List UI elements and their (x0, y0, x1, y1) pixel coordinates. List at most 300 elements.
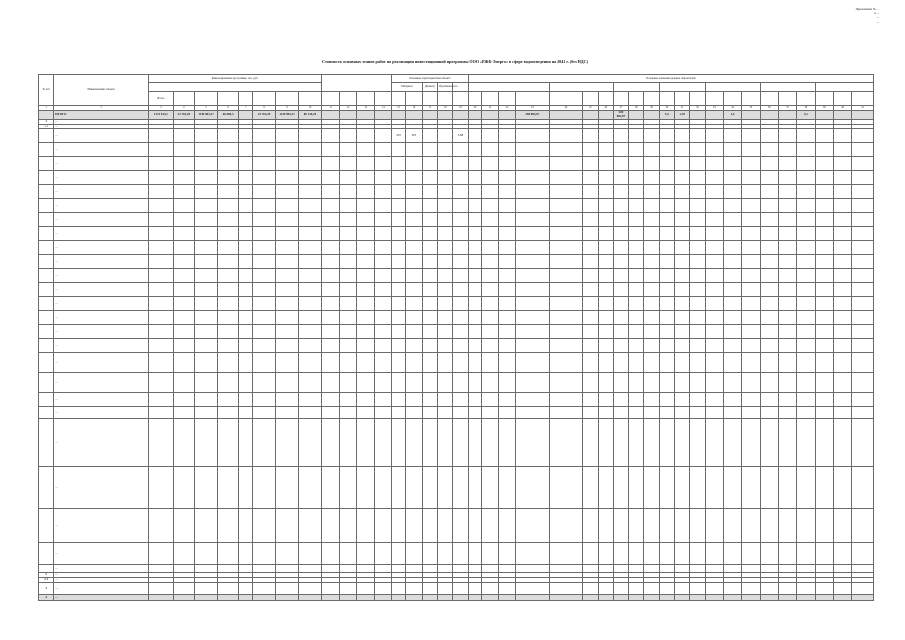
indicator-cell (482, 199, 499, 213)
header-sub-column (690, 92, 705, 106)
indicator-cell (705, 129, 723, 143)
source-cell (375, 407, 392, 419)
indicator-cell (760, 199, 778, 213)
indicator-cell (499, 111, 516, 120)
source-cell (321, 129, 339, 143)
indicator-cell (583, 143, 598, 157)
indicator-cell (815, 241, 833, 255)
source-cell (340, 339, 357, 353)
characteristic-cell: 455 (392, 129, 406, 143)
column-number: 37 (778, 106, 796, 111)
indicator-cell (852, 227, 874, 241)
table-row (39, 129, 874, 143)
row-number (39, 227, 54, 241)
indicator-cell (629, 143, 644, 157)
indicator-cell (516, 407, 550, 419)
indicator-cell (674, 143, 689, 157)
characteristic-cell (453, 509, 468, 543)
indicator-cell (516, 185, 550, 199)
financing-cell (149, 255, 173, 269)
characteristic-cell (405, 143, 422, 157)
characteristic-cell (422, 213, 437, 227)
header-indicator-group (613, 83, 659, 92)
source-cell (375, 199, 392, 213)
row-number (39, 143, 54, 157)
source-cell (321, 419, 339, 467)
source-cell (357, 269, 375, 283)
header-sub-column (276, 92, 299, 106)
financing-cell (239, 419, 253, 467)
indicator-cell (468, 185, 482, 199)
indicator-cell (797, 594, 815, 600)
indicator-cell (797, 227, 815, 241)
indicator-cell (583, 199, 598, 213)
financing-cell (239, 325, 253, 339)
indicator-cell (516, 283, 550, 297)
indicator-cell (833, 393, 851, 407)
indicator-cell (690, 407, 705, 419)
characteristic-cell (438, 283, 453, 297)
financing-cell (217, 582, 238, 594)
characteristic-cell (453, 227, 468, 241)
indicator-cell (613, 269, 628, 283)
source-cell (357, 353, 375, 373)
characteristic-cell (453, 111, 468, 120)
row-object-name: ... (54, 227, 149, 241)
characteristic-cell (422, 297, 437, 311)
indicator-cell (690, 213, 705, 227)
indicator-cell (659, 157, 674, 171)
row-object-name: ... (54, 119, 149, 124)
header-sub-column (778, 92, 796, 106)
row-object-name: ... (54, 407, 149, 419)
indicator-cell (644, 227, 659, 241)
indicator-cell (499, 199, 516, 213)
indicator-cell (629, 111, 644, 120)
indicator-cell (499, 407, 516, 419)
indicator-cell (674, 171, 689, 185)
indicator-cell (852, 565, 874, 573)
row-number (39, 407, 54, 419)
indicator-cell (852, 353, 874, 373)
row-object-name: ... (54, 509, 149, 543)
characteristic-cell (422, 255, 437, 269)
financing-cell (239, 594, 253, 600)
financing-cell (173, 353, 194, 373)
indicator-cell (690, 353, 705, 373)
indicator-cell (482, 393, 499, 407)
financing-cell (253, 129, 276, 143)
indicator-cell (598, 157, 613, 171)
row-number (39, 311, 54, 325)
indicator-cell (674, 373, 689, 393)
financing-cell (173, 297, 194, 311)
indicator-cell (690, 509, 705, 543)
indicator-cell (674, 393, 689, 407)
financing-cell (298, 393, 321, 407)
characteristic-cell (453, 241, 468, 255)
source-cell (340, 255, 357, 269)
characteristic-cell (405, 171, 422, 185)
indicator-cell (723, 467, 741, 509)
source-cell (340, 241, 357, 255)
indicator-cell (644, 311, 659, 325)
financing-cell (239, 227, 253, 241)
column-number: 10 (298, 106, 321, 111)
indicator-cell (852, 373, 874, 393)
characteristic-cell (392, 582, 406, 594)
financing-cell (217, 467, 238, 509)
indicator-cell (760, 339, 778, 353)
header-sub-column (549, 92, 583, 106)
indicator-cell (549, 543, 583, 565)
indicator-cell (499, 241, 516, 255)
source-cell (321, 582, 339, 594)
indicator-cell (468, 407, 482, 419)
indicator-cell (778, 199, 796, 213)
indicator-cell (598, 185, 613, 199)
indicator-cell (583, 594, 598, 600)
source-cell (340, 283, 357, 297)
financing-cell (173, 467, 194, 509)
indicator-cell (815, 199, 833, 213)
characteristic-cell (438, 543, 453, 565)
characteristic-cell (405, 373, 422, 393)
indicator-cell (797, 171, 815, 185)
column-number: 11 (321, 106, 339, 111)
indicator-cell (690, 467, 705, 509)
characteristic-cell (405, 157, 422, 171)
indicator-cell (760, 255, 778, 269)
indicator-cell (760, 311, 778, 325)
characteristic-cell (438, 129, 453, 143)
financing-cell (195, 582, 218, 594)
characteristic-cell (405, 227, 422, 241)
indicator-cell (516, 241, 550, 255)
financing-cell (253, 353, 276, 373)
characteristic-cell (422, 407, 437, 419)
indicator-cell (723, 419, 741, 467)
indicator-cell (468, 283, 482, 297)
financing-cell (173, 227, 194, 241)
indicator-cell (644, 213, 659, 227)
row-number (39, 509, 54, 543)
financing-cell (173, 565, 194, 573)
indicator-cell (598, 171, 613, 185)
header-indicator-group (815, 83, 873, 92)
characteristic-cell (453, 297, 468, 311)
indicator-cell (852, 171, 874, 185)
indicator-cell (852, 269, 874, 283)
indicator-cell (852, 111, 874, 120)
indicator-cell (760, 565, 778, 573)
indicator-cell (760, 297, 778, 311)
financing-cell (149, 582, 173, 594)
financing-cell (298, 269, 321, 283)
row-object-name: ... (54, 578, 149, 583)
financing-cell (239, 143, 253, 157)
indicator-cell (742, 393, 760, 407)
indicator-cell (852, 582, 874, 594)
indicator-cell (644, 325, 659, 339)
characteristic-cell (392, 353, 406, 373)
indicator-cell (629, 255, 644, 269)
financing-cell (195, 594, 218, 600)
characteristic-cell (453, 157, 468, 171)
characteristic-cell (392, 213, 406, 227)
financing-cell (195, 283, 218, 297)
indicator-cell (760, 509, 778, 543)
financing-cell (239, 129, 253, 143)
financing-cell (253, 325, 276, 339)
indicator-cell (499, 157, 516, 171)
indicator-cell (468, 467, 482, 509)
indicator-cell (629, 185, 644, 199)
financing-cell (173, 407, 194, 419)
indicator-cell (583, 129, 598, 143)
indicator-cell (613, 241, 628, 255)
characteristic-cell (453, 353, 468, 373)
characteristic-cell (438, 594, 453, 600)
characteristic-cell (422, 565, 437, 573)
indicator-cell (659, 255, 674, 269)
indicator-cell (833, 255, 851, 269)
characteristic-cell: ПЭ (405, 129, 422, 143)
characteristic-cell (453, 339, 468, 353)
indicator-cell (482, 594, 499, 600)
indicator-cell (797, 199, 815, 213)
financing-cell (298, 171, 321, 185)
characteristic-cell (438, 269, 453, 283)
indicator-cell (659, 582, 674, 594)
source-cell (357, 213, 375, 227)
characteristic-cell (438, 509, 453, 543)
financing-cell (173, 255, 194, 269)
financing-cell (239, 297, 253, 311)
indicator-cell: 5,1 (797, 111, 815, 120)
characteristic-cell (438, 407, 453, 419)
financing-cell (149, 419, 173, 467)
column-number: 16 (405, 106, 422, 111)
appendix-line: Приложение № ... (855, 7, 879, 11)
indicator-cell (499, 311, 516, 325)
indicator-cell (797, 297, 815, 311)
header-sub-column (321, 92, 339, 106)
indicator-cell (723, 185, 741, 199)
indicator-cell (613, 509, 628, 543)
indicator-cell (723, 594, 741, 600)
indicator-cell (674, 213, 689, 227)
row-object-name: ... (54, 199, 149, 213)
row-number (39, 213, 54, 227)
source-cell (321, 565, 339, 573)
characteristic-cell (438, 171, 453, 185)
indicator-cell (583, 311, 598, 325)
characteristic-cell (453, 407, 468, 419)
indicator-cell (598, 143, 613, 157)
row-number: 1 (39, 119, 54, 124)
row-number (39, 543, 54, 565)
financing-cell (195, 419, 218, 467)
indicator-cell (705, 543, 723, 565)
table-row (39, 143, 874, 157)
source-cell (357, 509, 375, 543)
characteristic-cell (438, 143, 453, 157)
indicator-cell (482, 582, 499, 594)
column-number: 34 (723, 106, 741, 111)
indicator-cell (852, 509, 874, 543)
financing-cell (173, 129, 194, 143)
financing-cell (195, 373, 218, 393)
indicator-cell (833, 143, 851, 157)
indicator-cell (499, 373, 516, 393)
header-sub-column (723, 92, 741, 106)
financing-cell (173, 283, 194, 297)
indicator-cell (742, 543, 760, 565)
characteristic-cell (422, 199, 437, 213)
indicator-cell (723, 543, 741, 565)
indicator-cell (482, 311, 499, 325)
indicator-cell (482, 157, 499, 171)
financing-cell: 1149 903,27 (276, 111, 299, 120)
header-sub-column (453, 92, 468, 106)
source-cell (357, 143, 375, 157)
indicator-cell (549, 467, 583, 509)
indicator-cell (690, 185, 705, 199)
characteristic-cell (438, 157, 453, 171)
indicator-cell (705, 393, 723, 407)
indicator-cell (723, 373, 741, 393)
indicator-cell (674, 269, 689, 283)
header-year (149, 83, 322, 92)
header-sub-column (253, 92, 276, 106)
indicator-cell (659, 594, 674, 600)
indicator-cell (815, 143, 833, 157)
indicator-cell (833, 185, 851, 199)
indicator-cell (659, 407, 674, 419)
financing-cell (276, 582, 299, 594)
indicator-cell (644, 157, 659, 171)
indicator-cell (760, 171, 778, 185)
characteristic-cell (392, 269, 406, 283)
row-object-name: ... (54, 124, 149, 129)
column-number: 32 (690, 106, 705, 111)
indicator-cell (674, 407, 689, 419)
indicator-cell (659, 143, 674, 157)
indicator-cell (583, 407, 598, 419)
row-object-name: ... (54, 339, 149, 353)
indicator-cell (742, 325, 760, 339)
characteristic-cell (422, 582, 437, 594)
financing-cell (217, 393, 238, 407)
financing-cell (253, 283, 276, 297)
financing-cell (253, 543, 276, 565)
indicator-cell (598, 509, 613, 543)
indicator-cell (833, 467, 851, 509)
characteristic-cell: 5,68 (453, 129, 468, 143)
indicator-cell (499, 509, 516, 543)
appendix-line: ... (876, 15, 879, 20)
column-number: 33 (705, 106, 723, 111)
financing-cell (253, 373, 276, 393)
indicator-cell (778, 171, 796, 185)
row-object-name: ... (54, 565, 149, 573)
source-cell (357, 129, 375, 143)
financing-cell (195, 129, 218, 143)
indicator-cell (690, 565, 705, 573)
source-cell (321, 393, 339, 407)
characteristic-cell (438, 227, 453, 241)
characteristic-cell (405, 311, 422, 325)
indicator-cell (690, 297, 705, 311)
characteristic-cell (453, 171, 468, 185)
indicator-cell (659, 227, 674, 241)
indicator-cell (629, 171, 644, 185)
characteristic-cell (392, 509, 406, 543)
column-number: 26 (598, 106, 613, 111)
indicator-cell (815, 419, 833, 467)
source-cell (340, 129, 357, 143)
characteristic-cell (422, 311, 437, 325)
indicator-cell (742, 227, 760, 241)
row-number (39, 339, 54, 353)
indicator-cell (852, 199, 874, 213)
source-cell (357, 594, 375, 600)
header-sub-column (797, 92, 815, 106)
financing-cell (298, 283, 321, 297)
characteristic-cell (453, 594, 468, 600)
source-cell (375, 373, 392, 393)
table-row (39, 213, 874, 227)
indicator-cell (815, 129, 833, 143)
indicator-cell (742, 199, 760, 213)
indicator-cell (742, 171, 760, 185)
indicator-cell (499, 171, 516, 185)
indicator-cell (742, 339, 760, 353)
indicator-cell (499, 419, 516, 467)
indicator-cell (482, 509, 499, 543)
indicator-cell (797, 339, 815, 353)
row-number (39, 199, 54, 213)
indicator-cell (778, 269, 796, 283)
indicator-cell (833, 129, 851, 143)
indicator-cell (705, 419, 723, 467)
financing-cell (217, 269, 238, 283)
indicator-cell (482, 283, 499, 297)
source-cell (340, 594, 357, 600)
indicator-cell (583, 171, 598, 185)
characteristic-cell (438, 185, 453, 199)
indicator-cell (482, 255, 499, 269)
financing-cell (173, 393, 194, 407)
characteristic-cell (422, 325, 437, 339)
financing-cell (173, 594, 194, 600)
indicator-cell (598, 129, 613, 143)
column-number: 9 (276, 106, 299, 111)
characteristic-cell (405, 594, 422, 600)
financing-cell (149, 143, 173, 157)
indicator-cell (516, 143, 550, 157)
indicator-cell (644, 407, 659, 419)
characteristic-cell (453, 185, 468, 199)
row-object-name: ... (54, 573, 149, 578)
financing-cell (276, 241, 299, 255)
indicator-cell (723, 509, 741, 543)
financing-cell (217, 353, 238, 373)
source-cell (340, 582, 357, 594)
indicator-cell (815, 185, 833, 199)
characteristic-cell (392, 467, 406, 509)
